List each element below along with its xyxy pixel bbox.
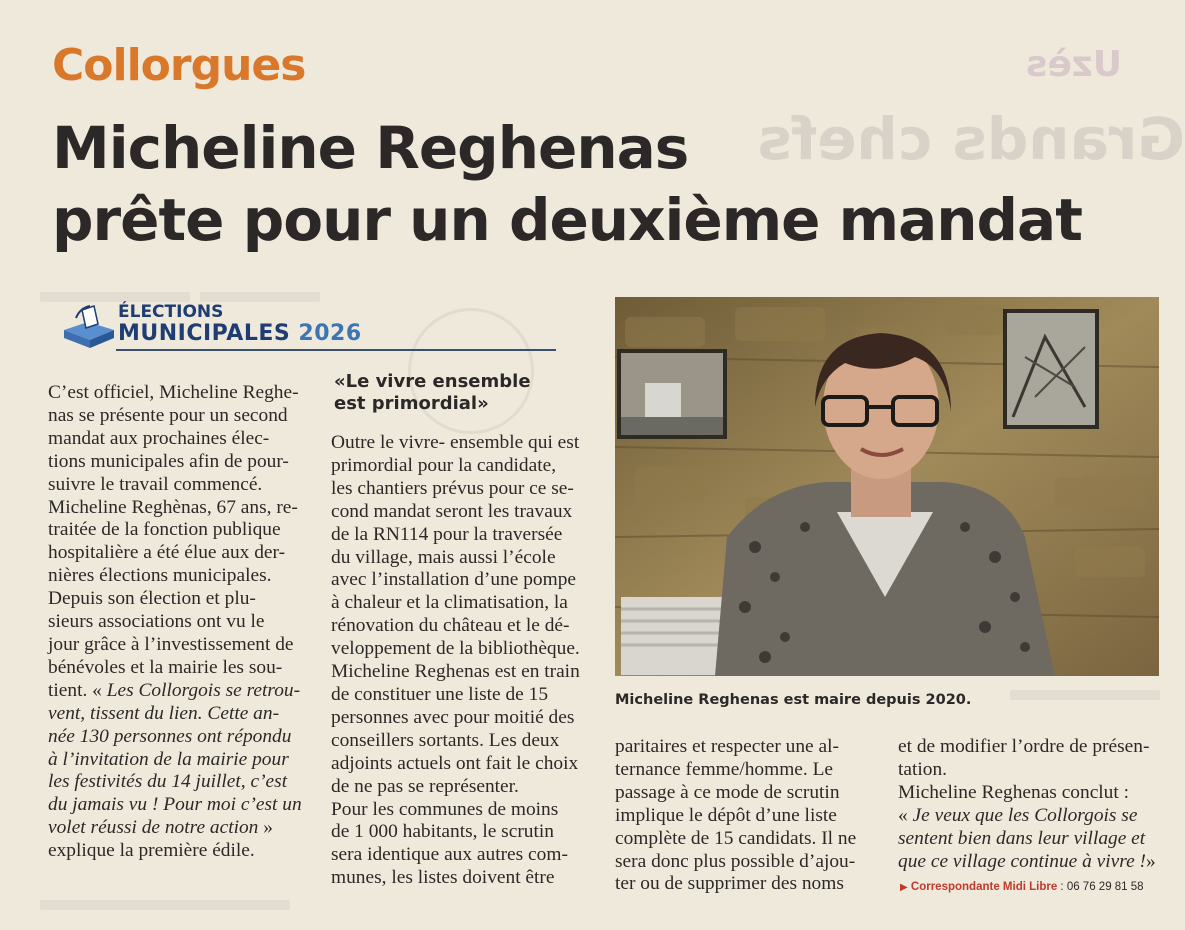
text-run: « xyxy=(898,804,913,826)
text-line: Pour les communes de moins xyxy=(331,798,559,820)
text-line: personnes avec pour moitié des xyxy=(331,706,575,728)
banner-line-1: ÉLECTIONS xyxy=(118,302,224,322)
article-column-4 xyxy=(898,736,1163,873)
intertitle-line-1: «Le vivre ensemble xyxy=(334,371,531,392)
byline-label: Correspondante Midi Libre xyxy=(910,881,1058,893)
quote-run: Les Collorgois se retrou- xyxy=(106,679,301,701)
article-column-2 xyxy=(331,432,593,890)
text-line: primordial pour la candidate, xyxy=(331,454,557,476)
text-line: conseillers sortants. Les deux xyxy=(331,729,560,751)
text-run: » xyxy=(1146,850,1156,872)
text-line: Micheline Reghenas conclut : xyxy=(898,781,1130,803)
text-line: explique la première édile. xyxy=(48,840,255,862)
banner-line-2 xyxy=(118,321,362,346)
text-line: Depuis son élection et plu- xyxy=(48,588,256,610)
banner-rule xyxy=(116,349,556,351)
text-line: ternance femme/homme. Le xyxy=(615,758,834,780)
text-line: de 1 000 habitants, le scrutin xyxy=(331,821,554,843)
text-line: sera donc plus possible d’ajou- xyxy=(615,850,856,872)
portrait-illustration xyxy=(615,297,1159,676)
text-line xyxy=(898,851,1163,874)
text-line: de ne pas se représenter. xyxy=(331,775,519,797)
text-line: adjoints actuels ont fait le choix xyxy=(331,752,579,774)
banner-municipales: MUNICIPALES xyxy=(118,321,291,346)
text-line: du village, mais aussi l’école xyxy=(331,546,556,568)
text-line xyxy=(48,817,310,840)
intertitle xyxy=(334,371,584,415)
photo-caption: Micheline Reghenas est maire depuis 2020. xyxy=(615,692,972,708)
quote-line: née 130 personnes ont répondu xyxy=(48,725,292,747)
byline-phone: : 06 76 29 81 58 xyxy=(1057,881,1144,893)
quote-line: à l’invitation de la mairie pour xyxy=(48,748,289,770)
text-line: mandat aux prochaines élec- xyxy=(48,427,270,449)
quote-run: Je veux que les Collorgois se xyxy=(912,804,1138,826)
text-line: traitée de la fonction publique xyxy=(48,519,281,541)
text-line: à chaleur et la climatisation, la xyxy=(331,592,568,614)
byline xyxy=(900,881,1160,893)
quote-line: sentent bien dans leur village et xyxy=(898,827,1146,849)
banner-year: 2026 xyxy=(298,321,362,346)
text-line: veloppement de la bibliothèque. xyxy=(331,638,580,660)
ballot-box-icon xyxy=(60,304,116,350)
article-column-1 xyxy=(48,382,310,863)
ghost-line xyxy=(40,900,290,910)
text-line: de constituer une liste de 15 xyxy=(331,683,549,705)
text-line: suivre le travail commencé. xyxy=(48,473,263,495)
text-line xyxy=(48,680,310,703)
text-run: tient. « xyxy=(48,679,107,701)
text-line: Micheline Reghènas, 67 ans, re- xyxy=(48,496,298,518)
text-line: bénévoles et la mairie les sou- xyxy=(48,656,283,678)
quote-line: les festivités du 14 juillet, c’est xyxy=(48,771,288,793)
text-line: avec l’installation d’une pompe xyxy=(331,569,576,591)
text-line: cond mandat seront les travaux xyxy=(331,500,573,522)
text-line: de la RN114 pour la traversée xyxy=(331,523,563,545)
article-headline xyxy=(52,112,1092,256)
text-line: paritaires et respecter une al- xyxy=(615,736,839,757)
triangle-bullet-icon: ▶ xyxy=(900,882,908,893)
text-line: nières élections municipales. xyxy=(48,565,272,587)
intertitle-line-2: est primordial» xyxy=(334,393,489,414)
section-title: Collorgues xyxy=(52,40,306,91)
text-line: sieurs associations ont vu le xyxy=(48,611,265,633)
text-line: tation. xyxy=(898,758,948,780)
elections-banner xyxy=(60,302,560,354)
text-line: et de modifier l’ordre de présen- xyxy=(898,736,1150,757)
text-line: tions municipales afin de pour- xyxy=(48,450,289,472)
quote-line: du jamais vu ! Pour moi c’est un xyxy=(48,794,302,816)
text-line: rénovation du château et le dé- xyxy=(331,615,570,637)
quote-run: volet réussi de notre action xyxy=(48,817,259,839)
text-line: ter ou de supprimer des noms xyxy=(615,873,844,895)
text-line: les chantiers prévus pour ce se- xyxy=(331,477,574,499)
article-column-3 xyxy=(615,736,880,896)
text-line: passage à ce mode de scrutin xyxy=(615,781,840,803)
text-line: sera identique aux autres com- xyxy=(331,844,568,866)
text-line: complète de 15 candidats. Il ne xyxy=(615,827,857,849)
text-line: implique le dépôt d’une liste xyxy=(615,804,837,826)
headline-line-2: prête pour un deuxième mandat xyxy=(52,186,1082,254)
ghost-line xyxy=(200,292,320,302)
text-run: » xyxy=(258,817,273,839)
text-line: hospitalière a été élue aux der- xyxy=(48,542,286,564)
portrait-photo xyxy=(615,297,1159,676)
text-line: Outre le vivre- ensemble qui est xyxy=(331,432,580,453)
quote-run: que ce village continue à vivre ! xyxy=(898,850,1147,872)
text-line: jour grâce à l’investissement de xyxy=(48,633,294,655)
headline-line-1: Micheline Reghenas xyxy=(52,114,689,182)
quote-line: vent, tissent du lien. Cette an- xyxy=(48,702,280,724)
text-line xyxy=(898,805,1163,828)
text-line: nas se présente pour un second xyxy=(48,404,288,426)
text-line: Micheline Reghenas est en train xyxy=(331,661,580,683)
ghost-neighbor-headline: Grands chefs xyxy=(757,105,1185,173)
text-line: C’est officiel, Micheline Reghe- xyxy=(48,382,299,403)
ghost-line xyxy=(40,292,190,302)
ghost-neighbor-section: Uzès xyxy=(1026,44,1123,85)
text-line: munes, les listes doivent être xyxy=(331,867,555,889)
